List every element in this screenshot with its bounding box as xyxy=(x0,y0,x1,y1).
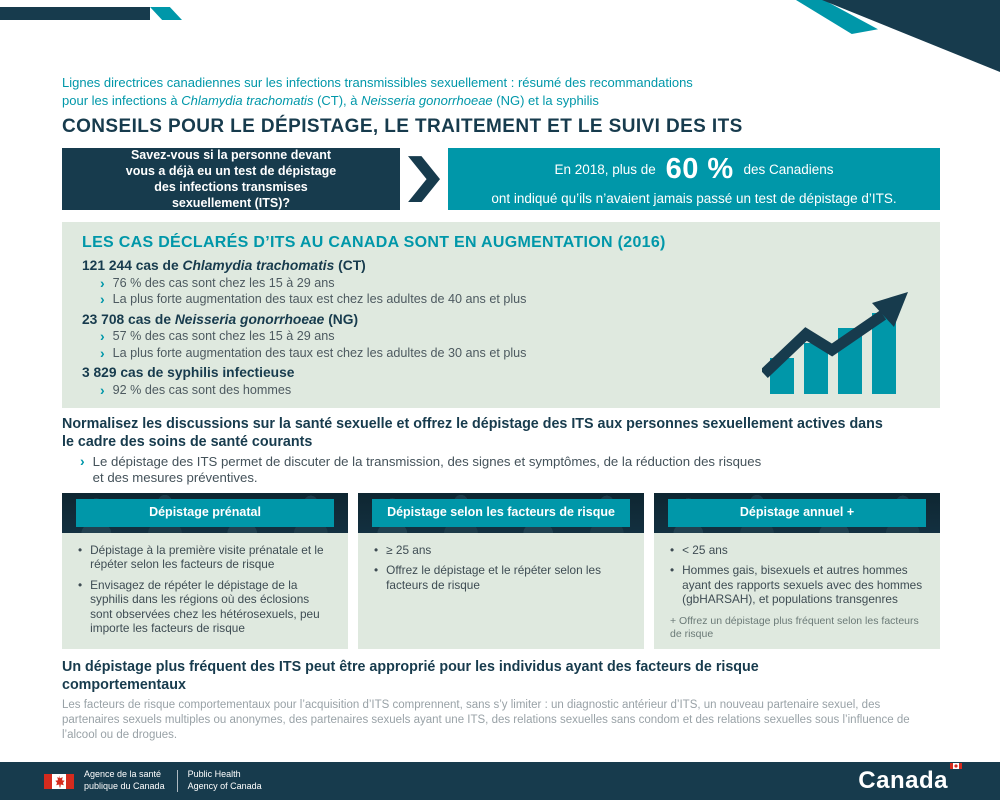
intro-text xyxy=(62,74,940,110)
column-risk-factors xyxy=(358,493,644,649)
agency-name-fr xyxy=(84,769,165,792)
case-bullet-text: 57 % des cas sont chez les 15 à 29 ans xyxy=(112,329,335,344)
intro-line-2: pour les infections à xyxy=(62,93,182,109)
column-bullet xyxy=(668,543,926,557)
column-title-risk-factors: Dépistage selon les facteurs de risque xyxy=(372,499,630,527)
stat-value: 60 % xyxy=(665,153,734,186)
case-bullet xyxy=(82,329,722,345)
rising-bar-chart-icon xyxy=(762,288,914,394)
arrow-bullet-icon: › xyxy=(100,291,105,308)
agency-en-line1: Public Health xyxy=(187,769,241,780)
canada-wordmark-flag-icon xyxy=(950,763,962,769)
chevron-right-icon xyxy=(408,156,440,202)
case-bullet xyxy=(82,346,722,362)
cases-section xyxy=(62,222,940,408)
case-bullet xyxy=(82,276,722,292)
screening-columns xyxy=(62,493,940,649)
people-photo-strip xyxy=(358,493,644,533)
normalize-bullet xyxy=(62,454,762,487)
footer-bar xyxy=(0,762,1000,800)
arrow-bullet-icon: › xyxy=(100,328,105,345)
page-title: CONSEILS POUR LE DÉPISTAGE, LE TRAITEMENT ET LE SUIVI DES ITS xyxy=(62,116,743,138)
dot-bullet-icon: • xyxy=(78,542,83,557)
arrow-bullet-icon: › xyxy=(100,274,105,291)
footer-divider xyxy=(177,770,178,792)
bottom-heading: Un dépistage plus fréquent des ITS peut être approprié pour les individus ayant des facteurs de risque comportementaux xyxy=(62,659,759,693)
agency-fr-line2: publique du Canada xyxy=(84,781,165,791)
case-title xyxy=(82,257,920,274)
case-bullet-text: 76 % des cas sont chez les 15 à 29 ans xyxy=(112,275,335,290)
column-title-prenatal: Dépistage prénatal xyxy=(76,499,334,527)
question-text: Savez-vous si la personne devant vous a déjà eu un test de dépistage des infections transmises sexuellement (ITS)? xyxy=(125,147,337,211)
content-area xyxy=(62,74,940,743)
dot-bullet-icon: • xyxy=(78,577,83,592)
stat-text xyxy=(491,150,896,207)
people-photo-strip xyxy=(654,493,940,533)
stat-suffix: des Canadiens xyxy=(743,162,834,178)
column-bullet-text: Dépistage à la première visite prénatale et le répéter selon les facteurs de risque xyxy=(90,542,324,572)
dot-bullet-icon: • xyxy=(670,563,675,578)
column-bullet-text: Envisagez de répéter le dépistage de la syphilis dans les régions où des éclosions sont observées chez les hétérosexuels, peu importe les facteurs de risque xyxy=(90,577,320,635)
case-count: 23 708 cas de xyxy=(82,311,175,327)
dot-bullet-icon: • xyxy=(374,563,379,578)
column-bullet xyxy=(76,543,334,572)
behavioural-risk-note: Les facteurs de risque comportementaux pour l’acquisition d’ITS comprennent, sans s’y limiter : un diagnostic antérieur d’ITS, un nouveau partenaire sexuel, des partenaires sexuels multiples ou anonymes, des partenaires sexuels ayant une ITS, des relations sexuelles sans condom et des relations sexuelles sous l’influence de l’alcool ou de drogues. xyxy=(62,699,910,742)
column-title-annual: Dépistage annuel + xyxy=(668,499,926,527)
normalize-section xyxy=(62,416,940,487)
top-left-navy-bar xyxy=(0,7,150,20)
column-bullet-text: ≥ 25 ans xyxy=(386,542,432,557)
column-body xyxy=(62,533,348,649)
case-bullet xyxy=(82,383,722,399)
canada-wordmark xyxy=(858,767,956,795)
agency-fr-line1: Agence de la santé xyxy=(84,769,162,780)
normalize-heading: Normalisez les discussions sur la santé sexuelle et offrez le dépistage des ITS aux personnes sexuellement actives dans le cadre des soins de santé courants xyxy=(62,416,883,450)
dot-bullet-icon: • xyxy=(670,542,675,557)
case-count: 121 244 cas de xyxy=(82,258,183,274)
canada-flag-icon xyxy=(44,774,74,789)
normalize-bullet-text: Le dépistage des ITS permet de discuter de la transmission, des signes et symptômes, de la réduction des risques et des mesures préventives. xyxy=(92,453,762,486)
case-bullet-text: 92 % des cas sont des hommes xyxy=(112,382,292,397)
column-footnote: + Offrez un dépistage plus fréquent selon les facteurs de risque xyxy=(670,615,919,641)
column-bullet xyxy=(76,578,334,636)
column-bullet-text: Hommes gais, bisexuels et autres hommes ayant des rapports sexuels avec des hommes (gbHARSAH), et populations transgenres xyxy=(682,563,923,607)
column-body xyxy=(358,533,644,649)
stat-box xyxy=(448,148,940,210)
stat-prefix: En 2018, plus de xyxy=(554,162,656,178)
column-bullet xyxy=(372,563,630,592)
case-species: Neisseria gonorrhoeae xyxy=(174,311,325,327)
dot-bullet-icon: • xyxy=(374,542,379,557)
case-abbrev: (CT) xyxy=(334,258,366,274)
case-count: 3 829 cas de syphilis infectieuse xyxy=(82,365,295,381)
intro-line-2-mid: (CT), à xyxy=(313,93,362,109)
case-bullet-text: La plus forte augmentation des taux est chez les adultes de 40 ans et plus xyxy=(112,292,527,307)
bottom-section xyxy=(62,659,940,743)
column-annual xyxy=(654,493,940,649)
people-photo-strip xyxy=(62,493,348,533)
intro-line-2-post: (NG) et la syphilis xyxy=(492,93,599,109)
question-banner xyxy=(62,148,940,210)
top-right-navy-corner xyxy=(822,0,1000,72)
arrow-bullet-icon: › xyxy=(100,381,105,398)
species-name-ng: Neisseria gonorrhoeae xyxy=(361,93,493,109)
column-prenatal xyxy=(62,493,348,649)
species-name-ct: Chlamydia trachomatis xyxy=(181,93,314,109)
column-bullet-text: < 25 ans xyxy=(682,542,728,557)
canada-wordmark-text: Canada xyxy=(858,767,948,794)
column-bullet-text: Offrez le dépistage et le répéter selon les facteurs de risque xyxy=(386,563,602,592)
cases-heading: LES CAS DÉCLARÉS D’ITS AU CANADA SONT EN AUGMENTATION (2016) xyxy=(82,234,666,252)
case-species: Chlamydia trachomatis xyxy=(182,258,335,274)
intro-line-1: Lignes directrices canadiennes sur les infections transmissibles sexuellement : résumé des recommandations xyxy=(62,75,693,90)
case-bullet xyxy=(82,292,722,308)
question-box xyxy=(62,148,400,210)
case-abbrev: (NG) xyxy=(324,311,359,327)
agency-name-en xyxy=(188,769,262,792)
column-bullet xyxy=(668,563,926,606)
column-body xyxy=(654,533,940,649)
arrow-bullet-icon: › xyxy=(100,344,105,361)
case-bullet-text: La plus forte augmentation des taux est chez les adultes de 30 ans et plus xyxy=(112,345,527,360)
top-left-teal-accent xyxy=(150,7,182,20)
stat-rest: ont indiqué qu’ils n’avaient jamais passé un test de dépistage d’ITS. xyxy=(491,190,897,206)
column-bullet xyxy=(372,543,630,557)
arrow-bullet-icon: › xyxy=(80,452,85,469)
agency-en-line2: Agency of Canada xyxy=(187,781,262,791)
